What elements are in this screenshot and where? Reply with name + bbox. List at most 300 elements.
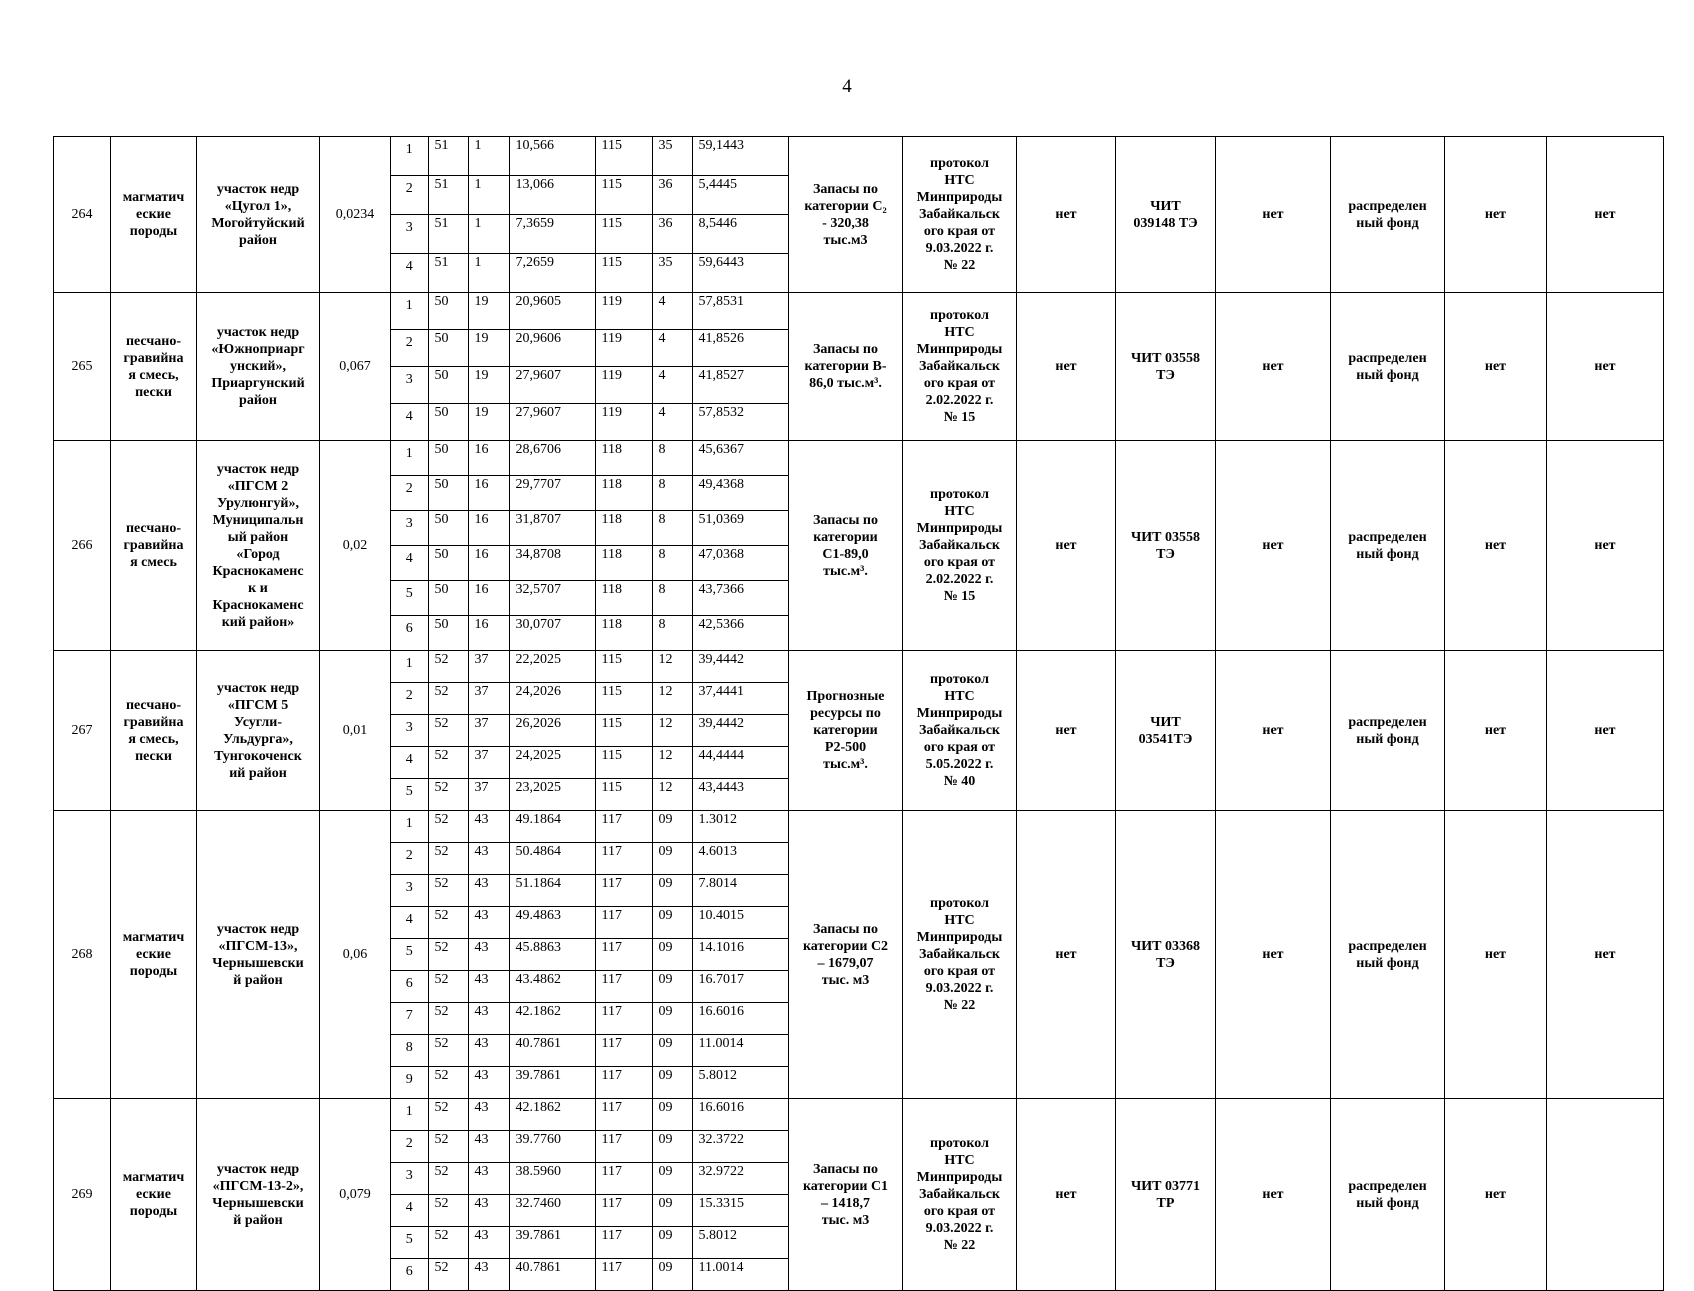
page-number: 4 bbox=[842, 76, 852, 97]
lon-seconds: 37,4441 bbox=[692, 683, 789, 715]
column-10: нет bbox=[1216, 651, 1331, 811]
reserves: Запасы по категории С₂ - 320,38 тыс.м3 bbox=[789, 137, 903, 293]
lat-seconds: 7,3659 bbox=[509, 215, 595, 254]
lon-seconds: 4.6013 bbox=[692, 843, 789, 875]
lon-minutes: 12 bbox=[652, 651, 692, 683]
site-name: участок недр «Цугол 1», Могойтуйский район bbox=[197, 137, 320, 293]
lat-minutes: 43 bbox=[468, 1003, 509, 1035]
lon-degrees: 118 bbox=[595, 441, 652, 476]
column-10: нет bbox=[1216, 1099, 1331, 1291]
fund-status: распределен ный фонд bbox=[1331, 811, 1445, 1099]
point-number: 5 bbox=[391, 779, 428, 811]
fund-status: распределен ный фонд bbox=[1331, 651, 1445, 811]
site-area: 0,06 bbox=[320, 811, 391, 1099]
lat-seconds: 29,7707 bbox=[509, 476, 595, 511]
lat-seconds: 42.1862 bbox=[509, 1003, 595, 1035]
lat-seconds: 30,0707 bbox=[509, 616, 595, 651]
lon-degrees: 118 bbox=[595, 581, 652, 616]
lon-minutes: 12 bbox=[652, 715, 692, 747]
point-number: 5 bbox=[391, 581, 428, 616]
coordinates-table bbox=[391, 293, 789, 440]
coordinate-point-row bbox=[391, 683, 789, 715]
lat-minutes: 16 bbox=[468, 511, 509, 546]
mineral-type: магматич еские породы bbox=[111, 1099, 197, 1291]
coordinate-point-row bbox=[391, 1131, 789, 1163]
lon-degrees: 115 bbox=[595, 137, 652, 176]
lat-seconds: 32.7460 bbox=[509, 1195, 595, 1227]
lat-minutes: 43 bbox=[468, 1259, 509, 1291]
lon-seconds: 11.0014 bbox=[698, 1260, 744, 1275]
column-10: нет bbox=[1216, 441, 1331, 651]
lat-degrees: 50 bbox=[428, 404, 468, 441]
lon-minutes: 8 bbox=[652, 581, 692, 616]
lat-degrees: 52 bbox=[428, 971, 468, 1003]
lat-minutes: 19 bbox=[468, 367, 509, 404]
point-number: 3 bbox=[391, 1163, 428, 1195]
lon-seconds: 41,8527 bbox=[692, 367, 789, 404]
protocol: протокол НТС Минприроды Забайкальск ого края от 9.03.2022 г. № 22 bbox=[903, 811, 1017, 1099]
lon-seconds: 43,4443 bbox=[698, 780, 744, 795]
lat-minutes: 43 bbox=[468, 1067, 509, 1099]
lat-minutes: 43 bbox=[468, 1131, 509, 1163]
lat-degrees: 52 bbox=[428, 1227, 468, 1259]
column-12: нет bbox=[1445, 293, 1547, 441]
lat-minutes: 37 bbox=[468, 651, 509, 683]
lon-degrees: 119 bbox=[595, 293, 652, 330]
point-number: 6 bbox=[391, 1259, 428, 1291]
protocol: протокол НТС Минприроды Забайкальск ого края от 5.05.2022 г. № 40 bbox=[903, 651, 1017, 811]
lat-seconds: 39.7760 bbox=[509, 1131, 595, 1163]
lon-seconds: 47,0368 bbox=[692, 546, 789, 581]
column-13: нет bbox=[1547, 651, 1664, 811]
lon-minutes: 09 bbox=[652, 971, 692, 1003]
lat-seconds: 43.4862 bbox=[509, 971, 595, 1003]
lat-degrees: 51 bbox=[428, 176, 468, 215]
lat-minutes: 19 bbox=[468, 330, 509, 367]
lat-minutes: 16 bbox=[468, 581, 509, 616]
lon-degrees: 117 bbox=[595, 1131, 652, 1163]
reserves: Запасы по категории С1-89,0 тыс.м³. bbox=[789, 441, 903, 651]
lon-seconds: 49,4368 bbox=[692, 476, 789, 511]
coordinate-point-row bbox=[391, 581, 789, 616]
lon-degrees: 115 bbox=[595, 747, 652, 779]
lon-degrees: 115 bbox=[595, 715, 652, 747]
lat-degrees: 52 bbox=[428, 1035, 468, 1067]
column-10: нет bbox=[1216, 137, 1331, 293]
column-8: нет bbox=[1017, 293, 1116, 441]
lat-minutes: 16 bbox=[468, 616, 509, 651]
lon-seconds: 16.7017 bbox=[692, 971, 789, 1003]
lon-minutes: 8 bbox=[652, 546, 692, 581]
column-8: нет bbox=[1017, 441, 1116, 651]
lon-seconds: 44,4444 bbox=[692, 747, 789, 779]
lat-seconds: 50.4864 bbox=[509, 843, 595, 875]
lat-minutes: 37 bbox=[468, 715, 509, 747]
lat-minutes: 37 bbox=[468, 779, 509, 811]
site-area: 0,067 bbox=[320, 293, 391, 441]
lat-degrees: 52 bbox=[428, 1067, 468, 1099]
coordinate-point-row bbox=[391, 715, 789, 747]
lon-minutes: 4 bbox=[652, 293, 692, 330]
lat-minutes: 19 bbox=[468, 293, 509, 330]
lat-seconds: 34,8708 bbox=[509, 546, 595, 581]
coordinate-point-row bbox=[391, 1035, 789, 1067]
lon-minutes: 09 bbox=[652, 907, 692, 939]
record-number: 267 bbox=[54, 651, 111, 811]
record-number: 268 bbox=[54, 811, 111, 1099]
site-name: участок недр «Южноприарг унский», Приаргунский район bbox=[197, 293, 320, 441]
lat-seconds: 24,2026 bbox=[509, 683, 595, 715]
lat-seconds: 23,2025 bbox=[509, 779, 595, 811]
lon-minutes: 09 bbox=[652, 1003, 692, 1035]
coordinate-point-row bbox=[391, 779, 789, 811]
point-number: 2 bbox=[391, 1131, 428, 1163]
coordinates-table bbox=[391, 441, 789, 650]
coordinates-table bbox=[391, 137, 789, 292]
lon-minutes: 12 bbox=[652, 683, 692, 715]
table-row bbox=[54, 1099, 1664, 1291]
lon-seconds: 14.1016 bbox=[692, 939, 789, 971]
lon-seconds: 39,4442 bbox=[692, 715, 789, 747]
site-name: участок недр «ПГСМ-13», Чернышевски й район bbox=[197, 811, 320, 1099]
lat-minutes: 37 bbox=[468, 747, 509, 779]
lat-degrees: 50 bbox=[428, 581, 468, 616]
lat-seconds: 24,2025 bbox=[509, 747, 595, 779]
coordinate-point-row bbox=[391, 1259, 789, 1291]
lon-degrees: 119 bbox=[595, 404, 652, 441]
coordinate-point-row bbox=[391, 651, 789, 683]
lon-seconds: 42,5366 bbox=[698, 617, 744, 632]
lat-degrees: 50 bbox=[428, 476, 468, 511]
lon-degrees: 115 bbox=[595, 176, 652, 215]
lon-seconds: 10.4015 bbox=[692, 907, 789, 939]
lat-degrees: 50 bbox=[428, 330, 468, 367]
column-8: нет bbox=[1017, 137, 1116, 293]
site-area: 0,02 bbox=[320, 441, 391, 651]
license-number: ЧИТ 03558 ТЭ bbox=[1116, 441, 1216, 651]
column-12: нет bbox=[1445, 137, 1547, 293]
site-name: участок недр «ПГСМ-13-2», Чернышевски й район bbox=[197, 1099, 320, 1291]
lon-degrees: 117 bbox=[595, 1227, 652, 1259]
point-number: 3 bbox=[391, 875, 428, 907]
lon-seconds: 32.9722 bbox=[692, 1163, 789, 1195]
lon-minutes: 09 bbox=[652, 875, 692, 907]
lon-minutes: 8 bbox=[652, 511, 692, 546]
lat-seconds: 10,566 bbox=[509, 137, 595, 176]
lon-degrees: 118 bbox=[595, 511, 652, 546]
lon-seconds: 8,5446 bbox=[692, 215, 789, 254]
lon-seconds: 59,1443 bbox=[692, 137, 789, 176]
coordinate-point-row bbox=[391, 546, 789, 581]
lat-degrees: 52 bbox=[428, 811, 468, 843]
lon-degrees: 119 bbox=[595, 367, 652, 404]
lon-seconds: 16.6016 bbox=[692, 1099, 789, 1131]
lon-minutes: 09 bbox=[652, 1131, 692, 1163]
protocol: протокол НТС Минприроды Забайкальск ого края от 2.02.2022 г. № 15 bbox=[903, 441, 1017, 651]
lon-minutes: 8 bbox=[652, 476, 692, 511]
lat-minutes: 43 bbox=[468, 875, 509, 907]
lat-degrees: 50 bbox=[428, 546, 468, 581]
lon-seconds: 57,8532 bbox=[698, 405, 744, 420]
coordinate-point-row bbox=[391, 330, 789, 367]
lon-seconds: 16.6016 bbox=[692, 1003, 789, 1035]
lat-minutes: 1 bbox=[468, 215, 509, 254]
lon-degrees: 118 bbox=[595, 546, 652, 581]
reserves: Прогнозные ресурсы по категории Р2-500 тыс.м³. bbox=[789, 651, 903, 811]
coordinate-point-row bbox=[391, 616, 789, 651]
lat-degrees: 52 bbox=[428, 907, 468, 939]
column-13: нет bbox=[1547, 811, 1664, 1099]
column-13: нет bbox=[1547, 293, 1664, 441]
coordinate-point-row bbox=[391, 971, 789, 1003]
coordinate-point-row bbox=[391, 176, 789, 215]
lon-minutes: 09 bbox=[652, 1067, 692, 1099]
lon-minutes: 09 bbox=[652, 1227, 692, 1259]
site-name: участок недр «ПГСМ 2 Урулюнгуй», Муниципальн ый район «Город Краснокаменс к и Краснокаменс кий район» bbox=[197, 441, 320, 651]
lat-degrees: 52 bbox=[428, 939, 468, 971]
lon-seconds: 15.3315 bbox=[692, 1195, 789, 1227]
lat-degrees: 52 bbox=[428, 683, 468, 715]
lat-seconds: 13,066 bbox=[509, 176, 595, 215]
point-number: 6 bbox=[391, 971, 428, 1003]
point-number: 1 bbox=[391, 441, 428, 476]
lat-minutes: 43 bbox=[468, 1099, 509, 1131]
lon-minutes: 35 bbox=[652, 254, 692, 293]
mineral-type: песчано- гравийна я смесь, пески bbox=[111, 651, 197, 811]
lat-degrees: 52 bbox=[428, 1259, 468, 1291]
lat-seconds: 28,6706 bbox=[509, 441, 595, 476]
reserves: Запасы по категории С1 – 1418,7 тыс. м3 bbox=[789, 1099, 903, 1291]
lon-degrees: 117 bbox=[595, 1259, 652, 1291]
point-number: 4 bbox=[391, 254, 428, 293]
lon-degrees: 117 bbox=[595, 875, 652, 907]
point-number: 3 bbox=[391, 367, 428, 404]
lon-minutes: 35 bbox=[652, 137, 692, 176]
coordinates-cell bbox=[391, 441, 789, 651]
lon-seconds: 32.3722 bbox=[692, 1131, 789, 1163]
coordinate-point-row bbox=[391, 1003, 789, 1035]
lon-degrees: 117 bbox=[595, 811, 652, 843]
column-8: нет bbox=[1017, 651, 1116, 811]
point-number: 2 bbox=[391, 683, 428, 715]
point-number: 4 bbox=[391, 747, 428, 779]
lat-degrees: 52 bbox=[428, 715, 468, 747]
lon-degrees: 117 bbox=[595, 907, 652, 939]
lon-degrees: 115 bbox=[595, 779, 652, 811]
lat-seconds: 42.1862 bbox=[509, 1099, 595, 1131]
lon-seconds: 59,6443 bbox=[698, 255, 744, 270]
column-10: нет bbox=[1216, 811, 1331, 1099]
lon-seconds: 43,7366 bbox=[692, 581, 789, 616]
lon-degrees: 117 bbox=[595, 939, 652, 971]
column-8: нет bbox=[1017, 811, 1116, 1099]
lon-minutes: 4 bbox=[652, 404, 692, 441]
point-number: 2 bbox=[391, 843, 428, 875]
lat-seconds: 38.5960 bbox=[509, 1163, 595, 1195]
lat-minutes: 1 bbox=[468, 137, 509, 176]
lon-seconds: 45,6367 bbox=[692, 441, 789, 476]
lat-degrees: 50 bbox=[428, 511, 468, 546]
lon-degrees: 117 bbox=[595, 843, 652, 875]
mineral-type: песчано- гравийна я смесь bbox=[111, 441, 197, 651]
lon-degrees: 117 bbox=[595, 1163, 652, 1195]
point-number: 4 bbox=[391, 1195, 428, 1227]
column-13: нет bbox=[1547, 137, 1664, 293]
coordinates-cell bbox=[391, 651, 789, 811]
coordinate-point-row bbox=[391, 747, 789, 779]
point-number: 3 bbox=[391, 215, 428, 254]
lon-degrees: 115 bbox=[595, 651, 652, 683]
table-row bbox=[54, 293, 1664, 441]
column-12: нет bbox=[1445, 811, 1547, 1099]
lon-seconds: 11.0014 bbox=[692, 1035, 789, 1067]
record-number: 265 bbox=[54, 293, 111, 441]
lon-minutes: 4 bbox=[652, 330, 692, 367]
coordinate-point-row bbox=[391, 811, 789, 843]
coordinates-table bbox=[391, 1099, 789, 1290]
protocol: протокол НТС Минприроды Забайкальск ого края от 2.02.2022 г. № 15 bbox=[903, 293, 1017, 441]
lon-minutes: 09 bbox=[652, 939, 692, 971]
lat-degrees: 52 bbox=[428, 1195, 468, 1227]
lon-degrees: 115 bbox=[595, 683, 652, 715]
lon-minutes: 12 bbox=[652, 747, 692, 779]
lat-minutes: 43 bbox=[468, 811, 509, 843]
column-13 bbox=[1547, 1099, 1664, 1291]
lon-minutes: 09 bbox=[652, 843, 692, 875]
lat-degrees: 52 bbox=[428, 1163, 468, 1195]
lon-degrees: 117 bbox=[595, 1099, 652, 1131]
point-number: 1 bbox=[391, 137, 428, 176]
fund-status: распределен ный фонд bbox=[1331, 137, 1445, 293]
lat-seconds: 20,9606 bbox=[509, 330, 595, 367]
lon-seconds: 39,4442 bbox=[692, 651, 789, 683]
lat-seconds: 7,2659 bbox=[509, 254, 595, 293]
column-12: нет bbox=[1445, 441, 1547, 651]
lon-seconds: 51,0369 bbox=[692, 511, 789, 546]
lon-minutes: 4 bbox=[652, 367, 692, 404]
lat-degrees: 50 bbox=[428, 367, 468, 404]
lat-degrees: 50 bbox=[428, 441, 468, 476]
lat-degrees: 50 bbox=[428, 616, 468, 651]
coordinate-point-row bbox=[391, 907, 789, 939]
lon-minutes: 09 bbox=[652, 811, 692, 843]
lat-minutes: 43 bbox=[468, 1163, 509, 1195]
lon-minutes: 36 bbox=[652, 176, 692, 215]
license-number: ЧИТ 03541ТЭ bbox=[1116, 651, 1216, 811]
site-area: 0,01 bbox=[320, 651, 391, 811]
lat-degrees: 51 bbox=[428, 137, 468, 176]
lon-seconds: 41,8526 bbox=[692, 330, 789, 367]
fund-status: распределен ный фонд bbox=[1331, 441, 1445, 651]
point-number: 1 bbox=[391, 293, 428, 330]
point-number: 4 bbox=[391, 907, 428, 939]
lat-minutes: 1 bbox=[468, 254, 509, 293]
coordinate-point-row bbox=[391, 843, 789, 875]
coordinates-cell bbox=[391, 811, 789, 1099]
lat-minutes: 1 bbox=[468, 176, 509, 215]
lon-minutes: 09 bbox=[652, 1259, 692, 1291]
point-number: 1 bbox=[391, 811, 428, 843]
lon-seconds: 1.3012 bbox=[692, 811, 789, 843]
lat-seconds: 39.7861 bbox=[509, 1067, 595, 1099]
point-number: 2 bbox=[391, 330, 428, 367]
lat-degrees: 52 bbox=[428, 779, 468, 811]
coordinate-point-row bbox=[391, 939, 789, 971]
point-number: 9 bbox=[391, 1067, 428, 1099]
lat-degrees: 51 bbox=[428, 254, 468, 293]
lat-seconds: 45.8863 bbox=[509, 939, 595, 971]
lon-seconds: 5.8012 bbox=[698, 1068, 737, 1083]
lon-degrees: 117 bbox=[595, 1195, 652, 1227]
coordinate-point-row bbox=[391, 476, 789, 511]
lon-degrees: 117 bbox=[595, 1003, 652, 1035]
lat-seconds: 40.7861 bbox=[509, 1035, 595, 1067]
point-number: 6 bbox=[391, 616, 428, 651]
coordinate-point-row bbox=[391, 875, 789, 907]
fund-status: распределен ный фонд bbox=[1331, 293, 1445, 441]
coordinate-point-row bbox=[391, 254, 789, 293]
table-row bbox=[54, 441, 1664, 651]
table-row bbox=[54, 137, 1664, 293]
lat-minutes: 43 bbox=[468, 939, 509, 971]
point-number: 4 bbox=[391, 546, 428, 581]
lon-seconds: 57,8531 bbox=[692, 293, 789, 330]
lon-minutes: 09 bbox=[652, 1195, 692, 1227]
lon-minutes: 8 bbox=[652, 616, 692, 651]
point-number: 2 bbox=[391, 176, 428, 215]
lat-minutes: 43 bbox=[468, 1035, 509, 1067]
lat-seconds: 26,2026 bbox=[509, 715, 595, 747]
coordinate-point-row bbox=[391, 1163, 789, 1195]
lon-degrees: 118 bbox=[595, 616, 652, 651]
lat-minutes: 43 bbox=[468, 1227, 509, 1259]
column-8: нет bbox=[1017, 1099, 1116, 1291]
coordinate-point-row bbox=[391, 511, 789, 546]
coordinate-point-row bbox=[391, 367, 789, 404]
license-number: ЧИТ 03558 ТЭ bbox=[1116, 293, 1216, 441]
record-number: 266 bbox=[54, 441, 111, 651]
lat-seconds: 27,9607 bbox=[509, 404, 595, 441]
lat-seconds: 49.1864 bbox=[509, 811, 595, 843]
coordinate-point-row bbox=[391, 1227, 789, 1259]
lon-degrees: 117 bbox=[595, 1035, 652, 1067]
coordinates-cell bbox=[391, 1099, 789, 1291]
table-row bbox=[54, 811, 1664, 1099]
column-12: нет bbox=[1445, 1099, 1547, 1291]
reserves: Запасы по категории С2 – 1679,07 тыс. м3 bbox=[789, 811, 903, 1099]
lat-degrees: 52 bbox=[428, 1131, 468, 1163]
protocol: протокол НТС Минприроды Забайкальск ого края от 9.03.2022 г. № 22 bbox=[903, 137, 1017, 293]
site-name: участок недр «ПГСМ 5 Усугли- Ульдурга», Тунгокоченск ий район bbox=[197, 651, 320, 811]
lon-degrees: 117 bbox=[595, 971, 652, 1003]
point-number: 8 bbox=[391, 1035, 428, 1067]
point-number: 1 bbox=[391, 1099, 428, 1131]
lat-minutes: 16 bbox=[468, 546, 509, 581]
coordinate-point-row bbox=[391, 293, 789, 330]
lon-degrees: 117 bbox=[595, 1067, 652, 1099]
license-number: ЧИТ 039148 ТЭ bbox=[1116, 137, 1216, 293]
lat-minutes: 43 bbox=[468, 843, 509, 875]
coordinates-table bbox=[391, 651, 789, 810]
lon-degrees: 115 bbox=[595, 254, 652, 293]
lat-minutes: 19 bbox=[468, 404, 509, 441]
mineral-type: песчано- гравийна я смесь, пески bbox=[111, 293, 197, 441]
lat-degrees: 52 bbox=[428, 1099, 468, 1131]
lat-seconds: 31,8707 bbox=[509, 511, 595, 546]
lon-minutes: 36 bbox=[652, 215, 692, 254]
coordinate-point-row bbox=[391, 1195, 789, 1227]
mineral-type: магматич еские породы bbox=[111, 137, 197, 293]
